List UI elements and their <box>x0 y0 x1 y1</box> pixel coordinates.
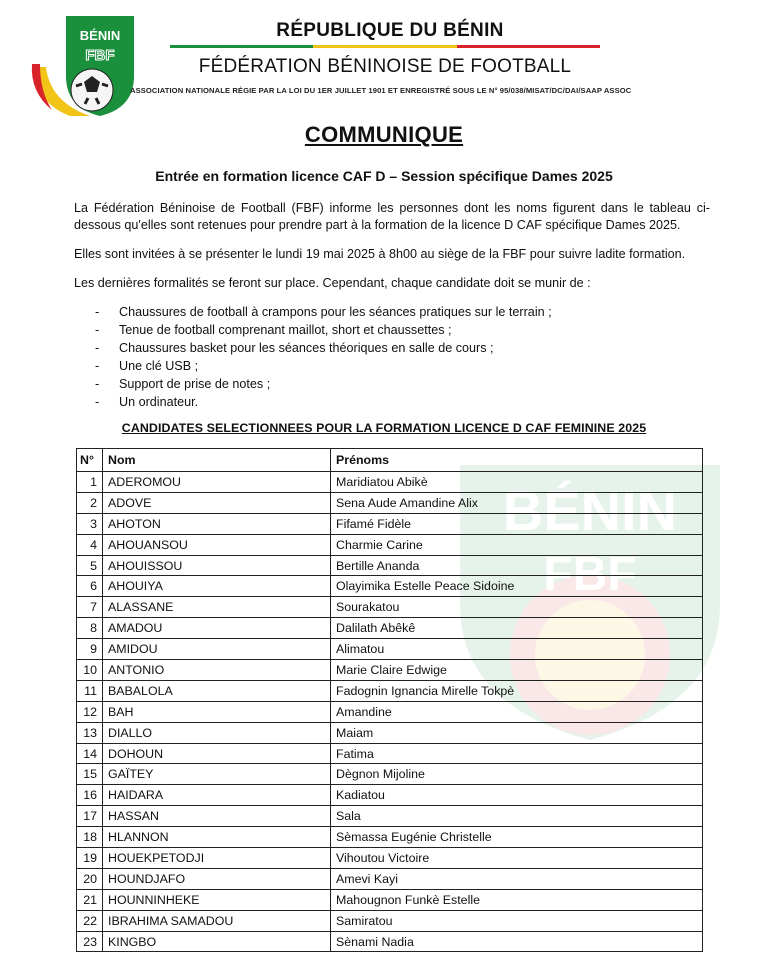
cell-nom: DIALLO <box>103 722 331 743</box>
cell-nom: IBRAHIMA SAMADOU <box>103 910 331 931</box>
cell-prenoms: Mahougnon Funkè Estelle <box>331 889 703 910</box>
cell-num: 3 <box>77 513 103 534</box>
cell-prenoms: Maridiatou Abikè <box>331 472 703 493</box>
cell-num: 15 <box>77 764 103 785</box>
document-subtitle: Entrée en formation licence CAF D – Session spécifique Dames 2025 <box>155 168 613 184</box>
table-row <box>77 639 703 660</box>
requirements-paragraph: Les dernières formalités se feront sur place. Cependant, chaque candidate doit se munir de : <box>74 276 591 290</box>
cell-nom: HOUNDJAFO <box>103 868 331 889</box>
cell-prenoms: Vihoutou Victoire <box>331 848 703 869</box>
cell-num: 16 <box>77 785 103 806</box>
cell-prenoms: Fifamé Fidèle <box>331 513 703 534</box>
list-item: - Chaussures de football à crampons pour les séances pratiques sur le terrain ; <box>95 305 552 319</box>
cell-nom: BABALOLA <box>103 680 331 701</box>
cell-nom: AHOTON <box>103 513 331 534</box>
table-row <box>77 597 703 618</box>
table-row <box>77 806 703 827</box>
cell-num: 22 <box>77 910 103 931</box>
intro-paragraph: La Fédération Béninoise de Football (FBF) informe les personnes dont les noms figurent dans le tableau ci-dessous qu'elles sont retenues pour prendre part à la formation de la licence D CAF spécifique Dames 2025. <box>74 201 710 232</box>
header-nom: Nom <box>103 449 331 472</box>
cell-nom: HOUNNINHEKE <box>103 889 331 910</box>
cell-nom: BAH <box>103 701 331 722</box>
cell-nom: HASSAN <box>103 806 331 827</box>
requirements-list <box>95 303 552 411</box>
cell-prenoms: Sena Aude Amandine Alix <box>331 492 703 513</box>
cell-nom: AHOUANSOU <box>103 534 331 555</box>
logo-text-top: BÉNIN <box>79 28 121 43</box>
cell-prenoms: Sourakatou <box>331 597 703 618</box>
cell-num: 2 <box>77 492 103 513</box>
cell-num: 11 <box>77 680 103 701</box>
cell-num: 14 <box>77 743 103 764</box>
cell-num: 10 <box>77 660 103 681</box>
cell-num: 6 <box>77 576 103 597</box>
cell-num: 7 <box>77 597 103 618</box>
table-row <box>77 555 703 576</box>
cell-prenoms: Sènami Nadia <box>331 931 703 952</box>
watermark-text-bottom: FBF <box>543 548 637 601</box>
table-row <box>77 848 703 869</box>
cell-num: 19 <box>77 848 103 869</box>
header-prenoms: Prénoms <box>331 449 703 472</box>
table-header-row <box>77 449 703 472</box>
table-row <box>77 910 703 931</box>
cell-num: 5 <box>77 555 103 576</box>
cell-prenoms: Amandine <box>331 701 703 722</box>
table-row <box>77 660 703 681</box>
cell-nom: ADEROMOU <box>103 472 331 493</box>
candidates-table <box>76 448 703 952</box>
table-row <box>77 722 703 743</box>
cell-num: 8 <box>77 618 103 639</box>
table-row <box>77 534 703 555</box>
cell-num: 1 <box>77 472 103 493</box>
cell-num: 23 <box>77 931 103 952</box>
list-item: - Un ordinateur. <box>95 395 199 409</box>
cell-nom: AMIDOU <box>103 639 331 660</box>
cell-prenoms: Dalilath Abêkê <box>331 618 703 639</box>
cell-nom: AMADOU <box>103 618 331 639</box>
table-row <box>77 931 703 952</box>
table-row <box>77 743 703 764</box>
cell-prenoms: Amevi Kayi <box>331 868 703 889</box>
cell-nom: HAIDARA <box>103 785 331 806</box>
cell-num: 18 <box>77 827 103 848</box>
table-row <box>77 680 703 701</box>
cell-num: 13 <box>77 722 103 743</box>
cell-nom: HOUEKPETODJI <box>103 848 331 869</box>
cell-prenoms: Bertille Ananda <box>331 555 703 576</box>
table-row <box>77 868 703 889</box>
cell-nom: ALASSANE <box>103 597 331 618</box>
cell-nom: HLANNON <box>103 827 331 848</box>
list-item: - Tenue de football comprenant maillot, short et chaussettes ; <box>95 323 452 337</box>
table-row <box>77 701 703 722</box>
table-row <box>77 472 703 493</box>
table-title: CANDIDATES SELECTIONNEES POUR LA FORMATION LICENCE D CAF FEMININE 2025 <box>121 421 647 435</box>
cell-prenoms: Alimatou <box>331 639 703 660</box>
cell-nom: GAÏTEY <box>103 764 331 785</box>
cell-prenoms: Charmie Carine <box>331 534 703 555</box>
cell-nom: ADOVE <box>103 492 331 513</box>
cell-prenoms: Sèmassa Eugénie Christelle <box>331 827 703 848</box>
cell-prenoms: Kadiatou <box>331 785 703 806</box>
flag-divider <box>170 45 600 48</box>
cell-prenoms: Maiam <box>331 722 703 743</box>
table-row <box>77 492 703 513</box>
document-title: COMMUNIQUE <box>304 122 464 147</box>
cell-nom: KINGBO <box>103 931 331 952</box>
cell-prenoms: Dègnon Mijoline <box>331 764 703 785</box>
watermark-text-top: BÉNIN <box>502 479 678 542</box>
list-item: - Chaussures basket pour les séances théoriques en salle de cours ; <box>95 341 494 355</box>
cell-nom: DOHOUN <box>103 743 331 764</box>
cell-prenoms: Marie Claire Edwige <box>331 660 703 681</box>
cell-num: 20 <box>77 868 103 889</box>
table-row <box>77 576 703 597</box>
cell-num: 12 <box>77 701 103 722</box>
table-row <box>77 513 703 534</box>
header-num: N° <box>77 449 103 472</box>
association-line: ASSOCIATION NATIONALE RÉGIE PAR LA LOI DU 1ER JUILLET 1901 ET ENREGISTRÉ SOUS LE N° 95/038/MISAT/DC/DAI/SAAP ASSOC <box>130 86 632 95</box>
table-row <box>77 785 703 806</box>
table-row <box>77 618 703 639</box>
cell-prenoms: Samiratou <box>331 910 703 931</box>
cell-prenoms: Fatima <box>331 743 703 764</box>
cell-num: 9 <box>77 639 103 660</box>
cell-num: 21 <box>77 889 103 910</box>
cell-num: 17 <box>77 806 103 827</box>
date-paragraph: Elles sont invitées à se présenter le lundi 19 mai 2025 à 8h00 au siège de la FBF pour suivre ladite formation. <box>74 247 686 261</box>
table-row <box>77 889 703 910</box>
table-row <box>77 764 703 785</box>
cell-nom: ANTONIO <box>103 660 331 681</box>
cell-nom: AHOUISSOU <box>103 555 331 576</box>
cell-prenoms: Sala <box>331 806 703 827</box>
logo-text-bottom: FBF <box>85 47 115 64</box>
cell-nom: AHOUIYA <box>103 576 331 597</box>
cell-prenoms: Fadognin Ignancia Mirelle Tokpè <box>331 680 703 701</box>
fbf-logo-icon <box>30 12 138 118</box>
letterhead <box>0 0 768 120</box>
cell-num: 4 <box>77 534 103 555</box>
federation-heading: FÉDÉRATION BÉNINOISE DE FOOTBALL <box>198 56 572 77</box>
table-row <box>77 827 703 848</box>
republic-heading: RÉPUBLIQUE DU BÉNIN <box>276 20 504 41</box>
cell-prenoms: Olayimika Estelle Peace Sidoine <box>331 576 703 597</box>
list-item: - Une clé USB ; <box>95 359 199 373</box>
list-item: - Support de prise de notes ; <box>95 377 271 391</box>
